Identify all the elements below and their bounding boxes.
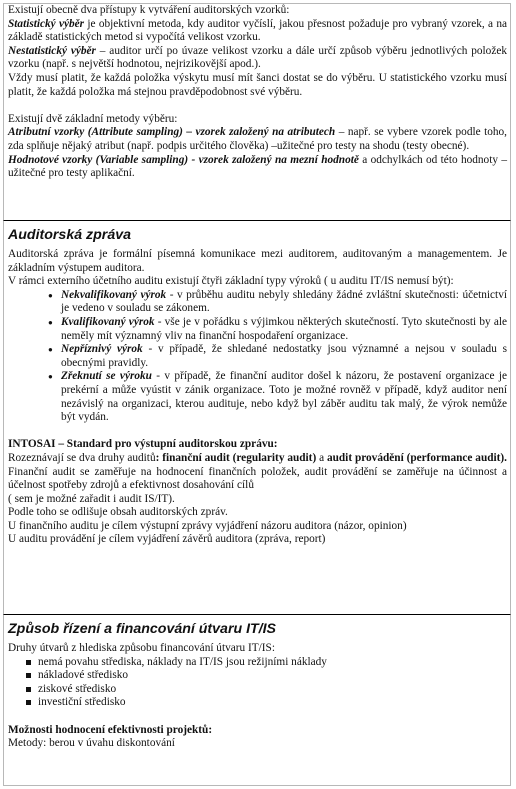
unit-type-list: [8, 656, 507, 710]
paragraph: V rámci externího účetního auditu existují čtyři základní typy výroků ( u auditu IT/IS nemusí být):: [8, 275, 454, 288]
paragraph-statistical: Statistický výběr je objektivní metoda, kdy auditor vyčíslí, jakou přesnost požaduje pro vybraný vzorek, a na základě statistických metod si vypočítá velikost vzorku.: [8, 17, 508, 44]
it-financing-section: [3, 614, 511, 786]
square-bullet-icon: [26, 660, 31, 665]
text-line: ( sem je možné zařadit i audit IS/IT).: [8, 492, 175, 505]
list-item: investiční středisko: [8, 696, 507, 710]
paragraph-nonstatistical: Nestatistický výběr – auditor určí po úvaze velikost vzorku a dále určí způsob výběru jednotlivých položek vzorku (např. s největší hodnotou, nejrizikovější apod.).: [8, 44, 507, 71]
bullet-icon: ●: [48, 290, 53, 300]
list-item: nemá povahu střediska, náklady na IT/IS jsou režijními náklady: [8, 656, 507, 670]
text-line: U auditu provádění je cílem vyjádření závěrů auditora (zpráva, report): [8, 533, 326, 546]
evaluation-heading: Možnosti hodnocení efektivnosti projektů:: [8, 723, 213, 736]
text-line: Existují dvě základní metody výběru:: [8, 112, 178, 125]
list-item: ● Nepříznivý výrok - v případě, že shledané nedostatky jsou významné a nejsou v souladu s obecnými pravidly.: [48, 343, 507, 369]
section-heading: Způsob řízení a financování útvaru IT/IS: [8, 621, 277, 637]
text-line: U finančního auditu je cílem výstupní zprávy vyjádření názoru auditora (názor, opinion): [8, 519, 407, 532]
list-item: nákladové středisko: [8, 669, 507, 683]
paragraph-audit-types: Rozeznávají se dva druhy auditů: finanční audit (regularity audit) a audit provádění (performance audit). Finanční audit se zaměřuje na hodnocení finančních položek, audit provádění se zaměřuje na účinnost a účelnost spotřeby zdrojů a efektivnost dosahování cílů: [8, 451, 507, 492]
list-item: ziskové středisko: [8, 683, 507, 697]
bullet-icon: ●: [48, 372, 53, 382]
list-item: ● Nekvalifikovaný výrok - v průběhu auditu nebyly shledány žádné zvláštní skutečnosti: účetnictví je vedeno v souladu se zákonem.: [48, 288, 507, 315]
bullet-icon: ●: [48, 345, 53, 355]
opinion-list: [8, 289, 507, 425]
list-item: ● Kvalifikovaný výrok - vše je v pořádku s výjimkou některých skutečností. Tyto skutečnosti by ale neměly mít významný vliv na finanční hospodaření organizace.: [48, 315, 507, 342]
square-bullet-icon: [26, 687, 31, 692]
paragraph: Auditorská zpráva je formální písemná komunikace mezi auditorem, auditovaným a managementem. Je základním výstupem auditora.: [8, 248, 507, 274]
text-line: Metody: berou v úvahu diskontování: [8, 737, 175, 750]
paragraph-attribute-sampling: Atributní vzorky (Attribute sampling) – vzorek založený na atributech – např. se vybere vzorek podle toho, zda splňuje nějaký atribut (např. podpis určitého člověka) –užitečné pro testy na shodu (testy obecné).: [8, 126, 508, 152]
text-line: Podle toho se odlišuje obsah auditorských zpráv.: [8, 506, 228, 519]
square-bullet-icon: [26, 700, 31, 705]
square-bullet-icon: [26, 673, 31, 678]
paragraph-variable-sampling: Hodnotové vzorky (Variable sampling) - vzorek založený na mezní hodnotě a odchylkách od této hodnoty – užitečné pro testy aplikační.: [8, 153, 507, 180]
text-line: Druhy útvarů z hlediska způsobu financování útvaru IT/IS:: [8, 642, 275, 654]
list-item: ● Zřeknutí se výroku - v případě, že finanční auditor došel k názoru, že postavení organizace je prekérní a může vyústit v zánik organizace. Toto je možné rovněž v případě, když auditor není nezávislý na organizaci, kterou audituje, nebo když byl záběr auditu tak malý, že výrok nemůže být vydán.: [48, 370, 507, 424]
bullet-icon: ●: [48, 317, 53, 327]
intosai-heading: INTOSAI – Standard pro výstupní auditorskou zprávu:: [8, 438, 278, 451]
sampling-section: [3, 3, 511, 220]
text-line: Existují obecně dva přístupy k vytváření auditorských vzorků:: [8, 4, 290, 16]
audit-report-section: [3, 220, 511, 614]
paragraph-rule: Vždy musí platit, že každá položka výskytu musí mít šanci dostat se do výběru. U statistického vzorku musí platit, že každá položka má stejnou pravděpodobnost své výběru.: [8, 71, 507, 98]
section-heading: Auditorská zpráva: [8, 227, 131, 243]
